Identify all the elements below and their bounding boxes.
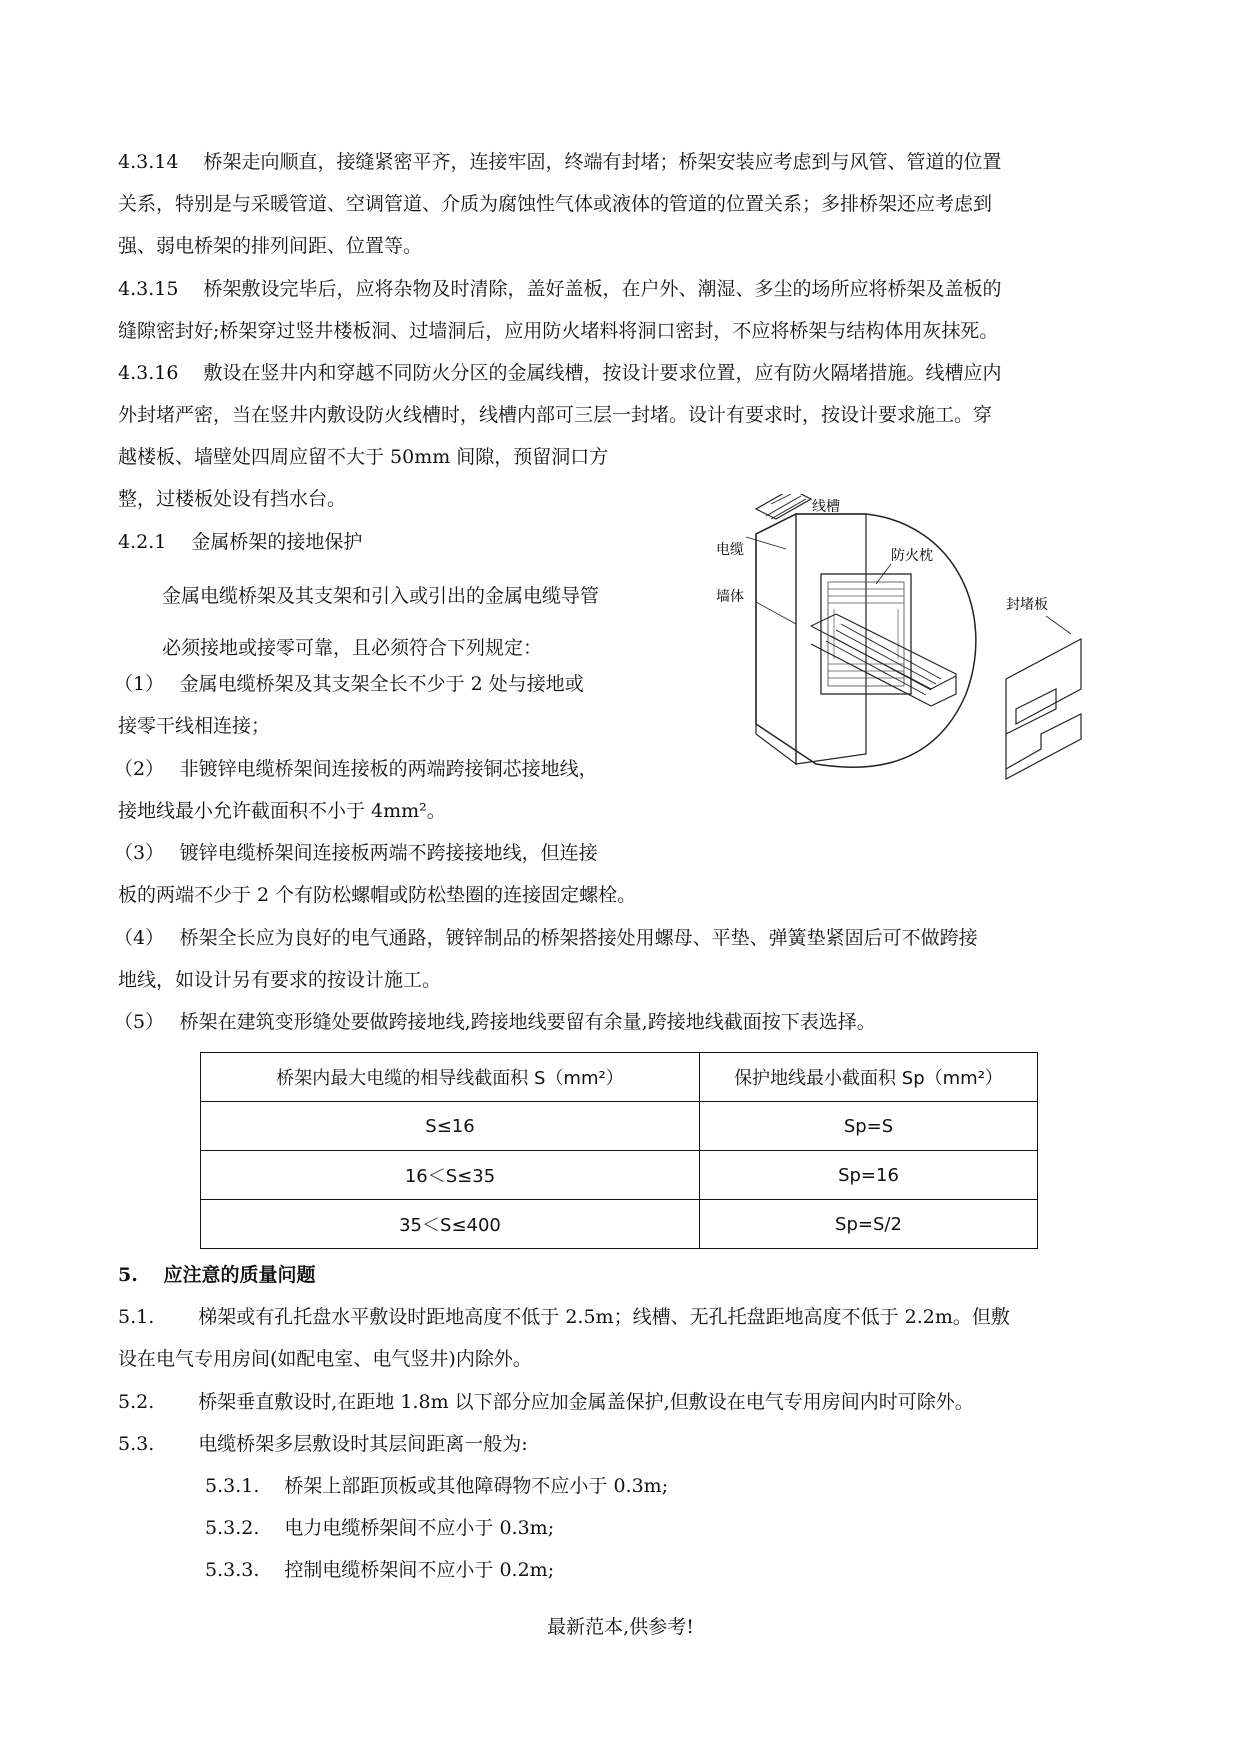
para-4-3-14-line1: 4.3.14 桥架走向顺直，接缝紧密平齐，连接牢固，终端有封堵；桥架安装应考虑到与风管、管道的位置 <box>118 151 1002 173</box>
fire-stop-diagram <box>716 494 1126 854</box>
table-header-cell: 桥架内最大电缆的相导线截面积 S（mm²） <box>201 1053 700 1102</box>
table-header-row <box>201 1053 1038 1102</box>
item-2-line1: （2） 非镀锌电缆桥架间连接板的两端跨接铜芯接地线， <box>114 758 598 780</box>
table-row <box>201 1151 1038 1200</box>
para-4-3-15-line2: 缝隙密封好;桥架穿过竖井楼板洞、过墙洞后，应用防火堵料将洞口密封，不应将桥架与结构体用灰抹死。 <box>118 320 999 342</box>
para-4-3-16-line4: 整，过楼板处设有挡水台。 <box>118 488 347 510</box>
label-trunking: 线槽 <box>812 499 840 515</box>
table-cell: Sp=S/2 <box>700 1200 1038 1249</box>
para-5-1-line2: 设在电气专用房间(如配电室、电气竖井)内除外。 <box>118 1348 532 1370</box>
wall-body <box>796 514 866 764</box>
item-1-line2: 接零干线相连接； <box>118 715 271 737</box>
trunking-front <box>811 614 956 706</box>
ground-wire-table <box>200 1052 1038 1249</box>
table-header-cell: 保护地线最小截面积 Sp（mm²） <box>700 1053 1038 1102</box>
para-5-3-1: 5.3.1. 桥架上部距顶板或其他障碍物不应小于 0.3m; <box>205 1475 669 1497</box>
para-4-3-14-line3: 强、弱电桥架的排列间距、位置等。 <box>118 235 423 257</box>
table-cell: Sp=S <box>700 1102 1038 1151</box>
label-fire-pillow: 防火枕 <box>891 548 933 564</box>
item-3-line2: 板的两端不少于 2 个有防松螺帽或防松垫圈的连接固定螺栓。 <box>118 884 637 906</box>
table-cell: Sp=16 <box>700 1151 1038 1200</box>
cables-front <box>826 624 941 695</box>
para-4-2-1-line2: 必须接地或接零可靠，且必须符合下列规定： <box>162 637 543 659</box>
item-1-line1: （1） 金属电缆桥架及其支架全长不少于 2 处与接地或 <box>114 673 584 695</box>
page-footer: 最新范本,供参考! <box>547 1616 694 1638</box>
table-cell: 35＜S≤400 <box>201 1200 700 1249</box>
para-4-3-14-line2: 关系，特别是与采暖管道、空调管道、介质为腐蚀性气体或液体的管道的位置关系；多排桥架还应考虑到 <box>118 193 993 215</box>
label-wall: 墙体 <box>716 589 744 605</box>
para-5-3: 5.3. 电缆桥架多层敷设时其层间距离一般为: <box>118 1433 528 1455</box>
label-seal-plate: 封堵板 <box>1006 597 1048 613</box>
section-4-2-1-title: 4.2.1 金属桥架的接地保护 <box>118 531 363 553</box>
label-cable: 电缆 <box>716 542 744 558</box>
para-4-2-1-line1: 金属电缆桥架及其支架和引入或引出的金属电缆导管 <box>162 585 600 607</box>
table-row <box>201 1200 1038 1249</box>
para-5-2: 5.2. 桥架垂直敷设时,在距地 1.8m 以下部分应加金属盖保护,但敷设在电气专用房间内时可除外。 <box>118 1391 974 1413</box>
para-5-3-2: 5.3.2. 电力电缆桥架间不应小于 0.3m; <box>205 1517 555 1539</box>
para-5-3-3: 5.3.3. 控制电缆桥架间不应小于 0.2m; <box>205 1559 555 1581</box>
item-4-line1: （4） 桥架全长应为良好的电气通路，镀锌制品的桥架搭接处用螺母、平垫、弹簧垫紧固后可不做跨接 <box>114 927 978 949</box>
para-4-3-16-line3: 越楼板、墙壁处四周应留不大于 50mm 间隙，预留洞口方 <box>118 446 609 468</box>
table-row <box>201 1102 1038 1151</box>
item-3-line1: （3） 镀锌电缆桥架间连接板两端不跨接接地线，但连接 <box>114 842 598 864</box>
para-4-3-16-line1: 4.3.16 敷设在竖井内和穿越不同防火分区的金属线槽，按设计要求位置，应有防火隔堵措施。线槽应内 <box>118 362 1002 384</box>
para-5-1-line1: 5.1. 梯架或有孔托盘水平敷设时距地高度不低于 2.5m；线槽、无孔托盘距地高度不低于 2.2m。但敷 <box>118 1306 1010 1328</box>
item-5-line1: （5） 桥架在建筑变形缝处要做跨接地线,跨接地线要留有余量,跨接地线截面按下表选择。 <box>114 1011 876 1033</box>
para-4-3-15-line1: 4.3.15 桥架敷设完毕后，应将杂物及时清除，盖好盖板，在户外、潮湿、多尘的场所应将桥架及盖板的 <box>118 278 1002 300</box>
item-4-line2: 地线，如设计另有要求的按设计施工。 <box>118 969 442 991</box>
section-5-title: 5. 应注意的质量问题 <box>118 1264 316 1286</box>
table-cell: S≤16 <box>201 1102 700 1151</box>
table-cell: 16＜S≤35 <box>201 1151 700 1200</box>
item-2-line2: 接地线最小允许截面积不小于 4mm²。 <box>118 800 446 822</box>
para-4-3-16-line2: 外封堵严密，当在竖井内敷设防火线槽时，线槽内部可三层一封堵。设计有要求时，按设计要求施工。穿 <box>118 404 993 426</box>
